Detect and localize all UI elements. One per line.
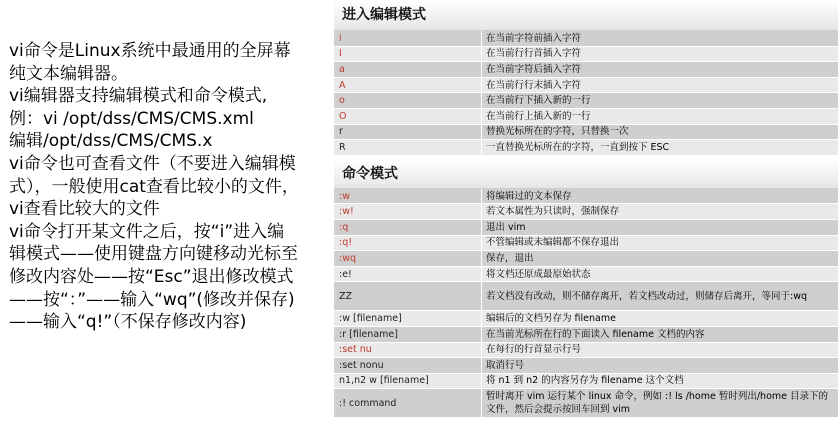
command-key: :q!: [334, 236, 482, 251]
command-key: o: [334, 93, 482, 108]
command-description: 在当前字符后插入字符: [486, 63, 582, 75]
command-description: 在每行的行首显示行号: [486, 344, 582, 356]
command-key: :set nu: [334, 343, 482, 358]
command-mode-rows: [334, 189, 838, 419]
command-description: 在当前光标所在行的下面读入 filename 文档的内容: [486, 328, 705, 340]
command-description: 在当前行行首插入字符: [486, 48, 582, 60]
command-key: R: [334, 140, 482, 155]
command-key: :e!: [334, 267, 482, 282]
paragraph-intro: vi命令是Linux系统中最通用的全屏幕纯文本编辑器。: [9, 41, 291, 84]
table-row: [334, 358, 838, 374]
command-description: 一直替换光标所在的字符，一直到按下 ESC: [486, 141, 670, 153]
command-description: 若文档没有改动，则不储存离开，若文档改动过，则储存后离开，等同于:wq: [486, 290, 808, 302]
table-row: [334, 311, 838, 327]
command-description: 保存，退出: [486, 252, 534, 264]
table-row: [334, 236, 838, 252]
command-key: :r [filename]: [334, 327, 482, 342]
table-row: [334, 109, 838, 125]
command-key: :! command: [334, 389, 482, 417]
command-key: :set nonu: [334, 358, 482, 373]
table-row: [334, 78, 838, 94]
command-key: :wq: [334, 251, 482, 266]
command-key: ZZ: [334, 282, 482, 310]
table-row: [334, 389, 838, 418]
command-description: 若文本属性为只读时，强制保存: [486, 206, 620, 218]
table-row: [334, 204, 838, 220]
command-description: 在当前行行末插入字符: [486, 79, 582, 91]
command-key: O: [334, 109, 482, 124]
table-row: [334, 343, 838, 359]
vi-reference-table: [334, 0, 838, 445]
command-description: 将文档还原成最原始状态: [486, 268, 591, 280]
command-key: a: [334, 62, 482, 77]
paragraph-edit-path: 编辑/opt/dss/CMS/CMS.x: [9, 131, 213, 152]
paragraph-modes: vi编辑器支持编辑模式和命令模式,例：vi /opt/dss/CMS/CMS.xml: [9, 86, 268, 129]
command-key: I: [334, 47, 482, 62]
command-key: :w [filename]: [334, 311, 482, 326]
table-row: [334, 62, 838, 78]
command-description: 在当前字符前插入字符: [486, 32, 582, 44]
table-row: [334, 267, 838, 283]
paragraph-steps: vi命令打开某文件之后，按“i”进入编辑模式——使用键盘方向键移动光标至修改内容处——按“Esc”退出修改模式——按“：”——输入“wq”(修改并保存)——输入“q!”（不保存修改内容): [9, 221, 298, 333]
command-key: :q: [334, 220, 482, 235]
command-key: :w: [334, 189, 482, 204]
table-row: [334, 47, 838, 63]
command-key: A: [334, 78, 482, 93]
command-description: 将 n1 到 n2 的内容另存为 filename 这个文档: [486, 375, 684, 387]
table-row: [334, 327, 838, 343]
table-row: [334, 251, 838, 267]
command-key: :w!: [334, 204, 482, 219]
command-key: i: [334, 31, 482, 46]
command-mode-heading: 命令模式: [334, 160, 838, 189]
table-row: [334, 374, 838, 390]
description-text: [9, 40, 299, 334]
table-row: [334, 282, 838, 311]
paragraph-view: vi命令也可查看文件（不要进入编辑模式），一般使用cat查看比较小的文件，vi查看比较大的文件: [9, 153, 299, 220]
command-description: 退出 vim: [486, 221, 526, 233]
command-key: r: [334, 125, 482, 140]
table-row: [334, 93, 838, 109]
command-description: 编辑后的文档另存为 filename: [486, 313, 616, 325]
command-description: 在当前行上插入新的一行: [486, 110, 591, 122]
command-description: 替换光标所在的字符，只替换一次: [486, 126, 629, 138]
command-description: 暂时离开 vim 运行某个 linux 命令，例如 :! ls /home 暂时列出/home 目录下的文件，然后会提示按回车回到 vim: [486, 391, 829, 416]
command-description: 将编辑过的文本保存: [486, 190, 572, 202]
table-row: [334, 220, 838, 236]
command-description: 取消行号: [486, 359, 525, 371]
table-row: [334, 125, 838, 141]
table-row: [334, 140, 838, 156]
table-row: [334, 189, 838, 205]
table-row: [334, 31, 838, 47]
command-description: 不管编辑或未编辑都不保存退出: [486, 237, 620, 249]
command-key: n1,n2 w [filename]: [334, 374, 482, 389]
edit-mode-rows: [334, 31, 838, 156]
command-description: 在当前行下插入新的一行: [486, 95, 591, 107]
edit-mode-heading: 进入编辑模式: [334, 0, 838, 31]
